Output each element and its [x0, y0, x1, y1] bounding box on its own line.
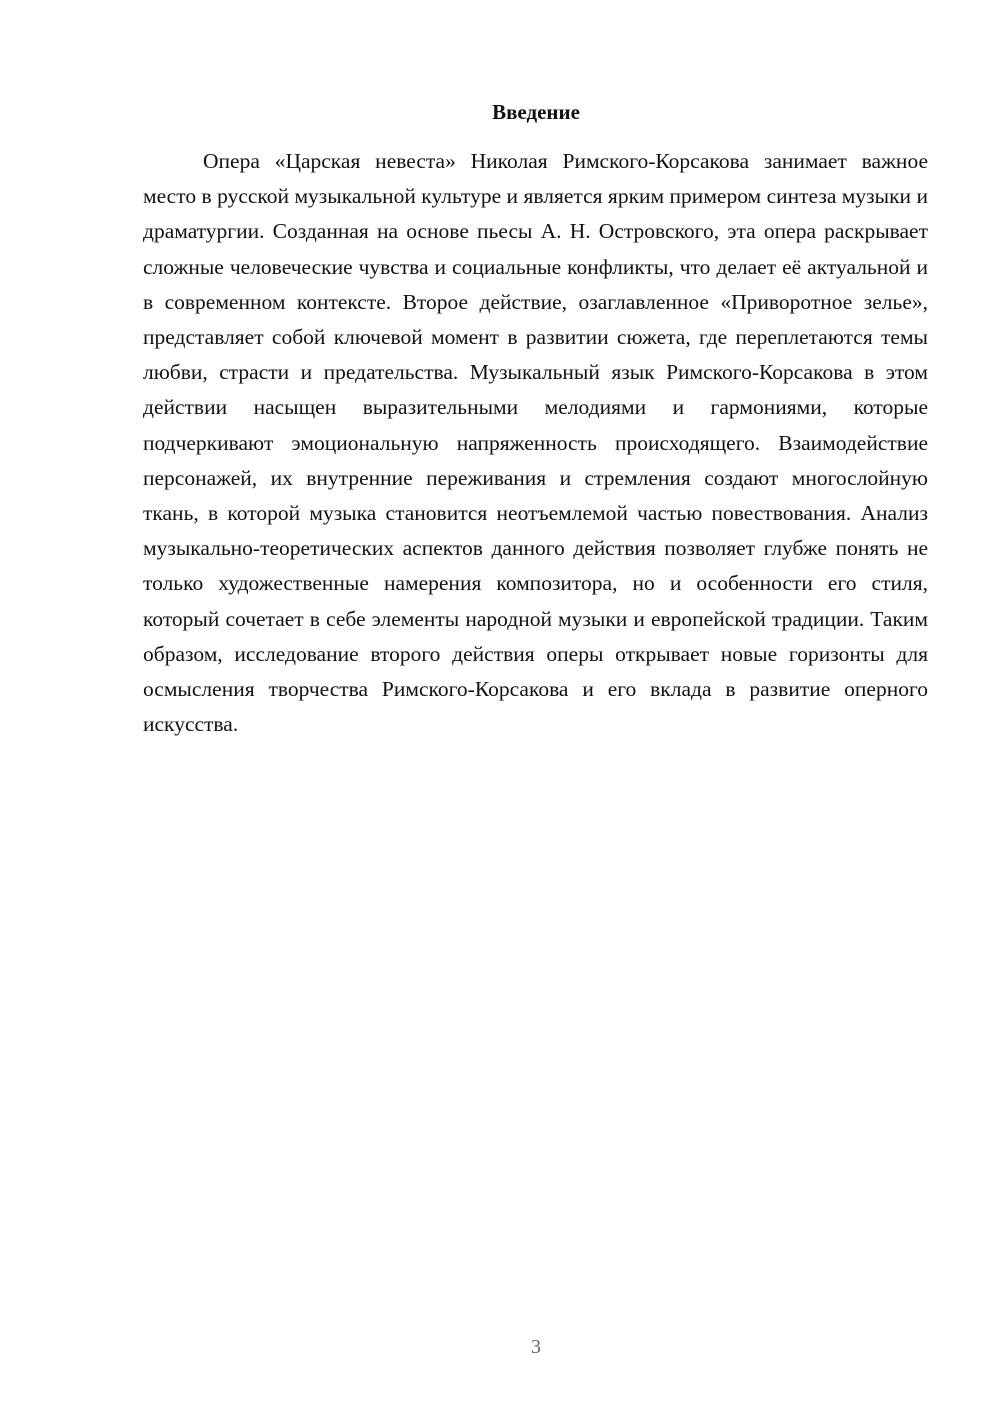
body-paragraph: Опера «Царская невеста» Николая Римского-Корсакова занимает важное место в русской музыкальной культуре и является ярким примером синтеза музыки и драматургии. Созданная на основе пьесы А. Н. Островского, эта опера раскрывает сложные человеческие чувства и социальные конфликты, что делает её актуальной и в современном контексте. Второе действие, озаглавленное «Приворотное зелье», представляет собой ключевой момент в развитии сюжета, где переплетаются темы любви, страсти и предательства. Музыкальный язык Римского-Корсакова в этом действии насыщен выразительными мелодиями и гармониями, которые подчеркивают эмоциональную напряженность происходящего. Взаимодействие персонажей, их внутренние переживания и стремления создают многослойную ткань, в которой музыка становится неотъемлемой частью повествования. Анализ музыкально-теоретических аспектов данного действия позволяет глубже понять не только художественные намерения композитора, но и особенности его стиля, который сочетает в себе элементы народной музыки и европейской традиции. Таким образом, исследование второго действия оперы открывает новые горизонты для осмысления творчества Римского-Корсакова и его вклада в развитие оперного искусства.	[143, 149, 928, 737]
page-number: 3	[531, 1336, 541, 1358]
section-heading: Введение	[492, 100, 580, 124]
